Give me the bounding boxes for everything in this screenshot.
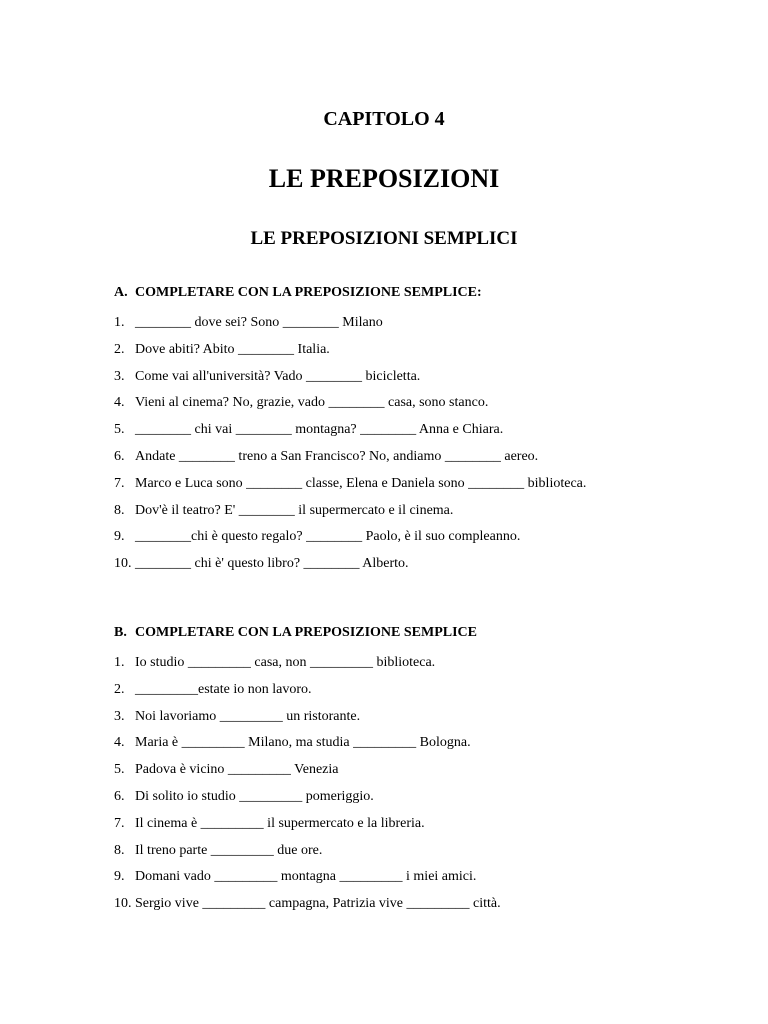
item-text: Noi lavoriamo _________ un ristorante.	[135, 708, 361, 724]
item-text: Maria è _________ Milano, ma studia _________ Bologna.	[135, 735, 471, 751]
item-number: 9.	[114, 529, 125, 545]
item-number: 4.	[114, 735, 125, 751]
item-text: Il cinema è _________ il supermercato e la libreria.	[135, 815, 425, 831]
item-number: 10.	[114, 896, 132, 912]
item-number: 1.	[114, 655, 125, 670]
item-text: Io studio _________ casa, non _________ biblioteca.	[135, 655, 436, 670]
item-number: 6.	[114, 788, 125, 804]
item-number: 6.	[114, 448, 125, 464]
item-text: Di solito io studio _________ pomeriggio.	[135, 788, 374, 804]
list-item	[114, 524, 734, 551]
exercise-list-a	[114, 310, 734, 578]
item-text: Sergio vive _________ campagna, Patrizia vive _________ città.	[135, 896, 501, 912]
list-item	[114, 784, 734, 811]
list-item	[114, 417, 734, 444]
list-item	[114, 811, 734, 838]
section-a-title: COMPLETARE CON LA PREPOSIZIONE SEMPLICE:	[135, 285, 482, 300]
section-b-letter: B.	[114, 625, 127, 640]
list-item	[114, 677, 734, 704]
item-number: 7.	[114, 475, 125, 491]
list-item	[114, 704, 734, 731]
item-text: ________ dove sei? Sono ________ Milano	[135, 315, 383, 330]
list-item	[114, 864, 734, 891]
section-b-title: COMPLETARE CON LA PREPOSIZIONE SEMPLICE	[135, 625, 478, 640]
item-text: _________estate io non lavoro.	[135, 681, 312, 697]
item-text: Andate ________ treno a San Francisco? No, andiamo ________ aereo.	[135, 448, 539, 464]
item-text: Il treno parte _________ due ore.	[135, 842, 323, 858]
list-item	[114, 337, 734, 364]
item-text: Vieni al cinema? No, grazie, vado ________ casa, sono stanco.	[135, 395, 489, 411]
item-text: Come vai all'università? Vado ________ bicicletta.	[135, 368, 421, 384]
list-item	[114, 757, 734, 784]
list-item	[114, 650, 734, 677]
item-number: 5.	[114, 762, 125, 778]
item-text: Dov'è il teatro? E' ________ il supermercato e il cinema.	[135, 502, 454, 518]
item-number: 5.	[114, 422, 125, 438]
exercise-section-a	[114, 283, 734, 578]
list-item	[114, 444, 734, 471]
item-number: 10.	[114, 556, 132, 572]
list-item	[114, 310, 734, 337]
item-text: ________chi è questo regalo? ________ Paolo, è il suo compleanno.	[135, 529, 521, 545]
section-a-letter: A.	[114, 285, 128, 300]
item-number: 8.	[114, 502, 125, 518]
item-number: 4.	[114, 395, 125, 411]
item-number: 2.	[114, 341, 125, 357]
section-a-heading	[114, 283, 734, 303]
item-number: 9.	[114, 869, 125, 885]
item-number: 3.	[114, 368, 125, 384]
list-item	[114, 551, 734, 578]
item-number: 1.	[114, 315, 125, 330]
exercise-list-b	[114, 650, 734, 918]
list-item	[114, 390, 734, 417]
list-item	[114, 838, 734, 865]
item-number: 8.	[114, 842, 125, 858]
item-number: 7.	[114, 815, 125, 831]
item-text: ________ chi vai ________ montagna? ________ Anna e Chiara.	[135, 422, 504, 438]
list-item	[114, 498, 734, 525]
item-text: Domani vado _________ montagna _________ i miei amici.	[135, 869, 477, 885]
list-item	[114, 891, 734, 918]
item-text: Padova è vicino _________ Venezia	[135, 762, 339, 778]
page-title: LE PREPOSIZIONI	[268, 164, 500, 193]
section-b-heading	[114, 623, 734, 643]
page-subtitle: LE PREPOSIZIONI SEMPLICI	[250, 228, 518, 249]
chapter-heading: CAPITOLO 4	[323, 108, 445, 130]
item-number: 2.	[114, 681, 125, 697]
exercise-section-b	[114, 623, 734, 918]
list-item	[114, 364, 734, 391]
item-text: Dove abiti? Abito ________ Italia.	[135, 341, 330, 357]
item-text: Marco e Luca sono ________ classe, Elena e Daniela sono ________ biblioteca.	[135, 475, 587, 491]
list-item	[114, 471, 734, 498]
item-text: ________ chi è' questo libro? ________ Alberto.	[135, 556, 409, 572]
list-item	[114, 730, 734, 757]
item-number: 3.	[114, 708, 125, 724]
